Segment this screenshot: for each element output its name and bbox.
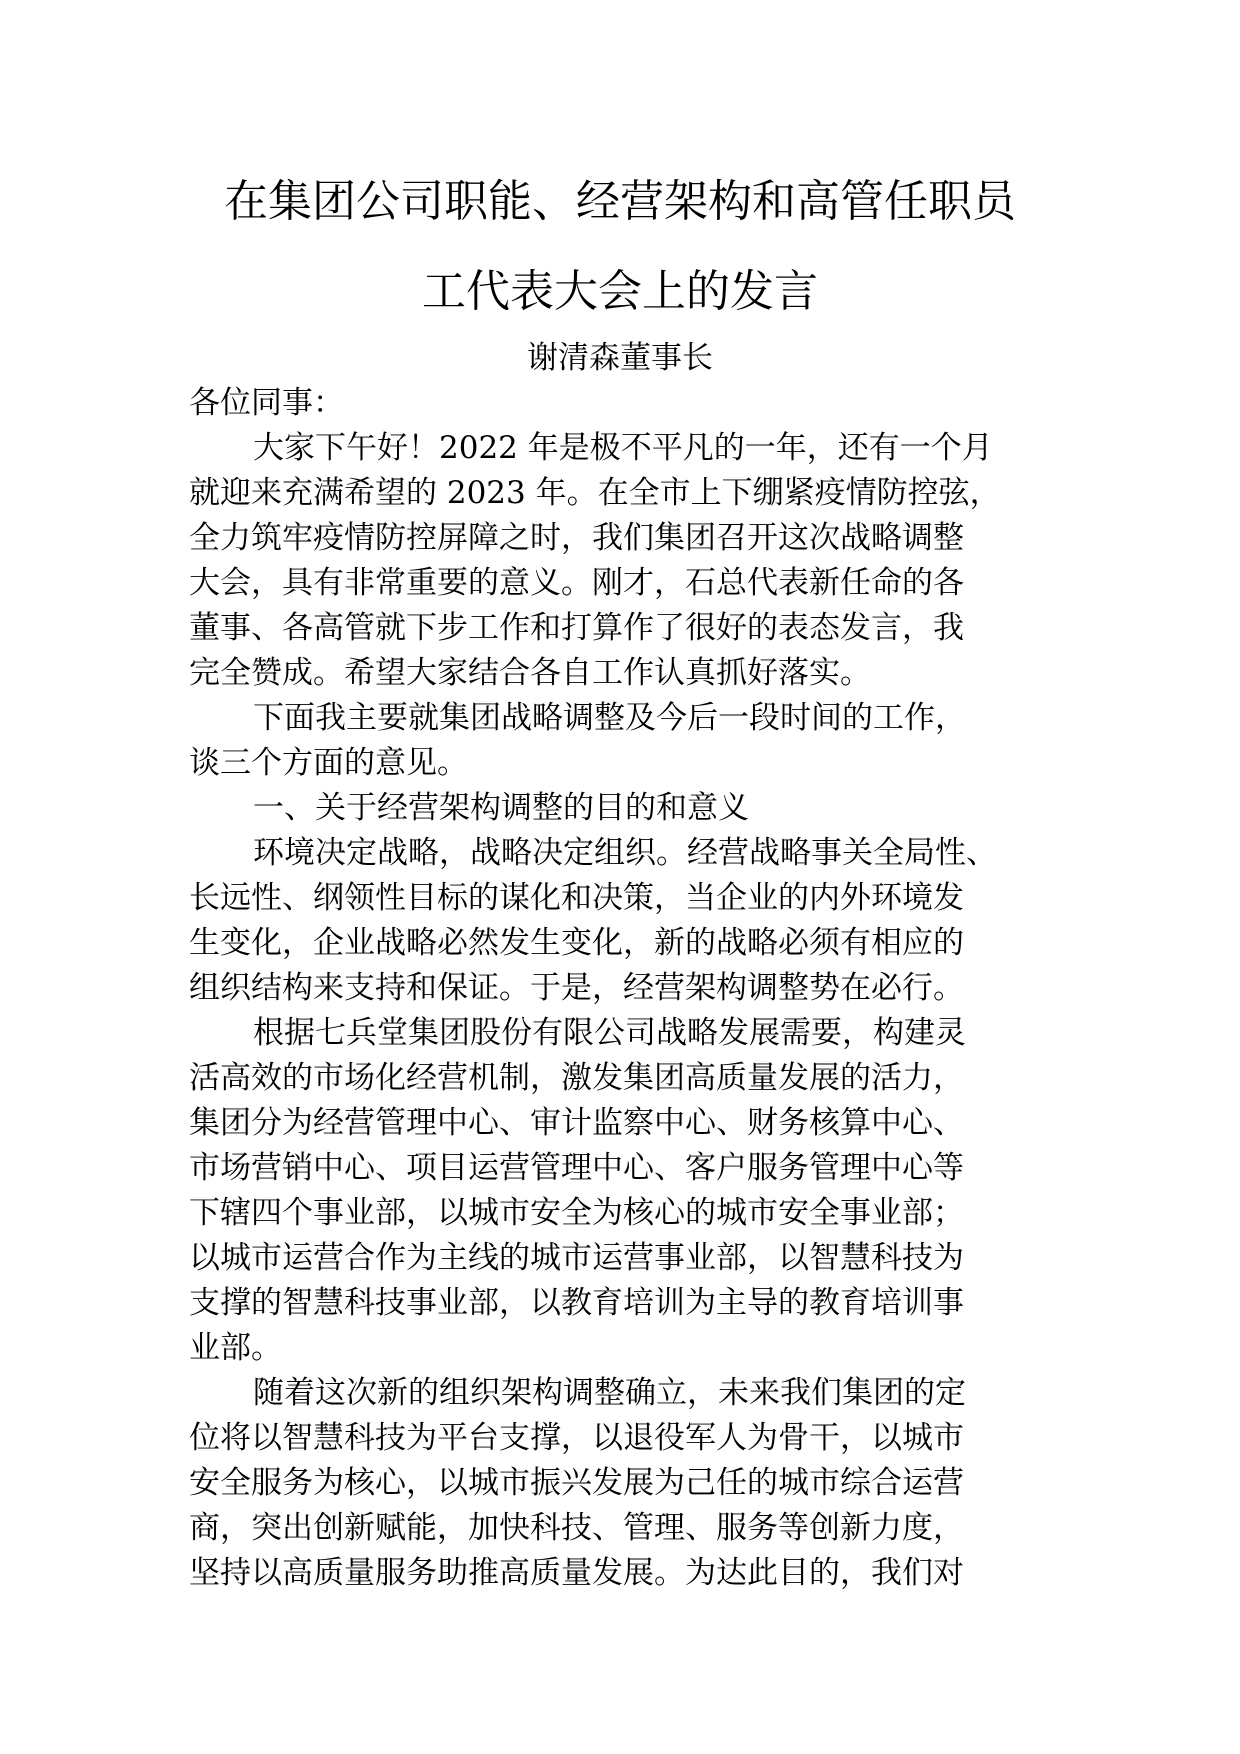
section-heading: 一、关于经营架构调整的目的和意义 xyxy=(253,790,749,826)
paragraph-line: 大会，具有非常重要的意义。刚才，石总代表新任命的各 xyxy=(189,565,964,601)
document-body xyxy=(189,381,1065,1596)
paragraph-line: 以城市运营合作为主线的城市运营事业部，以智慧科技为 xyxy=(189,1240,964,1276)
paragraph-line: 谈三个方面的意见。 xyxy=(189,745,468,781)
paragraph-line: 长远性、纲领性目标的谋化和决策，当企业的内外环境发 xyxy=(189,880,964,916)
paragraph-line: 根据七兵堂集团股份有限公司战略发展需要，构建灵 xyxy=(253,1015,966,1051)
paragraph-line: 活高效的市场化经营机制，激发集团高质量发展的活力， xyxy=(189,1060,964,1096)
paragraph-line: 就迎来充满希望的 2023 年。在全市上下绷紧疫情防控弦， xyxy=(189,475,1001,511)
paragraph-line: 坚持以高质量服务助推高质量发展。为达此目的，我们对 xyxy=(189,1555,964,1591)
paragraph-line: 位将以智慧科技为平台支撑，以退役军人为骨干，以城市 xyxy=(189,1420,964,1456)
paragraph-line: 随着这次新的组织架构调整确立，未来我们集团的定 xyxy=(253,1375,966,1411)
paragraph-line: 商，突出创新赋能，加快科技、管理、服务等创新力度， xyxy=(189,1510,964,1546)
paragraph-line: 业部。 xyxy=(189,1330,282,1366)
paragraph-line: 生变化，企业战略必然发生变化，新的战略必须有相应的 xyxy=(189,925,964,961)
paragraph-line: 安全服务为核心，以城市振兴发展为己任的城市综合运营 xyxy=(189,1465,964,1501)
paragraph-line: 董事、各高管就下步工作和打算作了很好的表态发言，我 xyxy=(189,610,964,646)
paragraph-line: 集团分为经营管理中心、审计监察中心、财务核算中心、 xyxy=(189,1105,964,1141)
paragraph-line: 下面我主要就集团战略调整及今后一段时间的工作， xyxy=(253,700,966,736)
author-name: 谢清森董事长 xyxy=(527,340,713,376)
paragraph-line: 完全赞成。希望大家结合各自工作认真抓好落实。 xyxy=(189,655,871,691)
paragraph-line: 支撑的智慧科技事业部，以教育培训为主导的教育培训事 xyxy=(189,1285,964,1321)
salutation: 各位同事： xyxy=(189,385,344,421)
paragraph-line: 大家下午好！2022 年是极不平凡的一年，还有一个月 xyxy=(253,430,993,466)
document-title-line-2: 工代表大会上的发言 xyxy=(422,266,818,317)
paragraph-line: 下辖四个事业部，以城市安全为核心的城市安全事业部； xyxy=(189,1195,964,1231)
document-title-line-1: 在集团公司职能、经营架构和高管任职员 xyxy=(224,176,1016,227)
paragraph-line: 组织结构来支持和保证。于是，经营架构调整势在必行。 xyxy=(189,970,964,1006)
paragraph-line: 全力筑牢疫情防控屏障之时，我们集团召开这次战略调整 xyxy=(189,520,964,556)
paragraph-line: 环境决定战略，战略决定组织。经营战略事关全局性、 xyxy=(253,835,997,871)
paragraph-line: 市场营销中心、项目运营管理中心、客户服务管理中心等 xyxy=(189,1150,964,1186)
